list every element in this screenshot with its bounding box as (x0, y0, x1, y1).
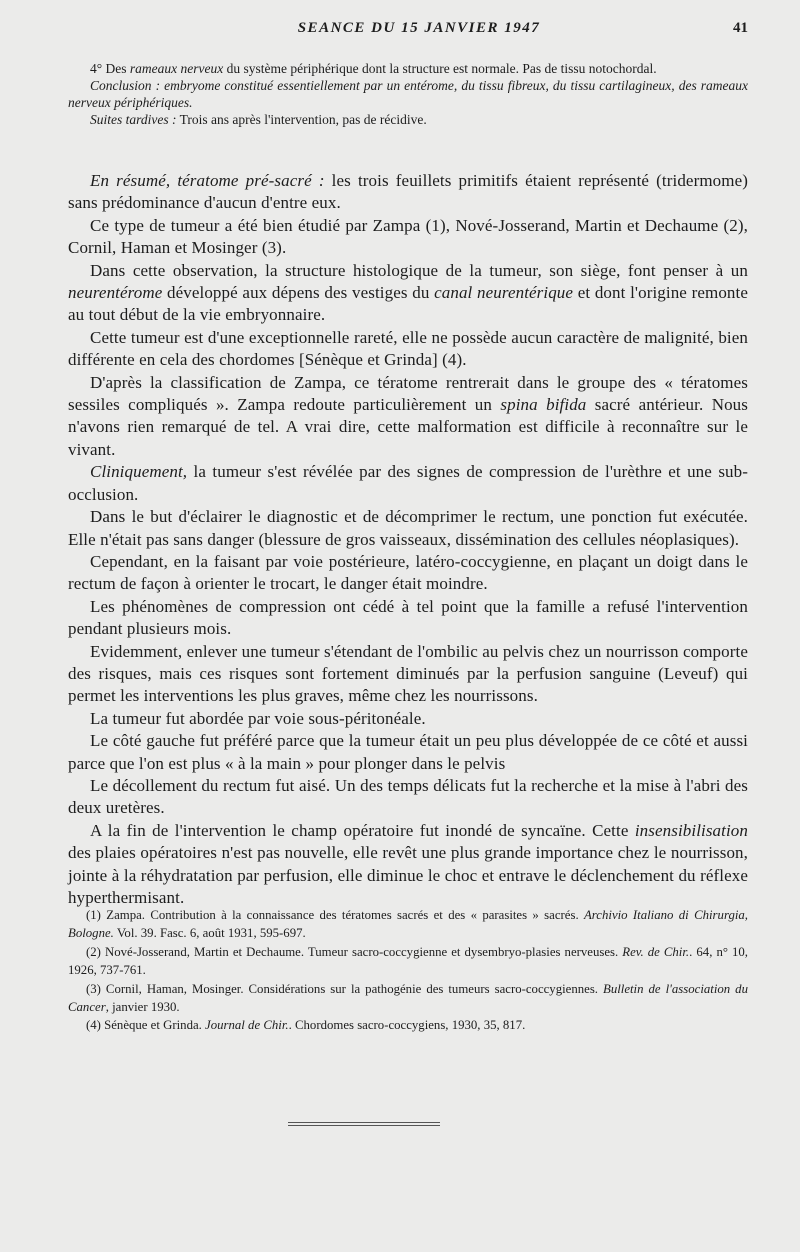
paragraph: La tumeur fut abordée par voie sous-péritonéale. (90, 708, 426, 728)
paragraph: Evidemment, enlever une tumeur s'étendant de l'ombilic au pelvis chez un nourrisson comporte des risques, mais ces risques sont fortement diminués par la perfusion sanguine (Leveuf) qui permet les interventions les plus graves, même chez les nourrissons. (68, 641, 748, 706)
main-text (68, 170, 748, 909)
paragraph: Cette tumeur est d'une exceptionnelle rareté, elle ne possède aucun caractère de malignité, bien différente en cela des chordomes [Sénèque et Grinda] (4). (68, 327, 748, 370)
observation-tail (68, 60, 748, 128)
footnote-3: (3) Cornil, Haman, Mosinger. Considérations sur la pathogénie des tumeurs sacro-coccygiennes. Bulletin de l'association du Cancer, janvier 1930. (68, 981, 748, 1015)
page-number: 41 (733, 20, 748, 36)
paragraph: A la fin de l'intervention le champ opératoire fut inondé de syncaïne. Cette insensibilisation des plaies opératoires n'est pas nouvelle, elle revêt une plus grande importance chez le nourrisson, jointe à la réhydratation par perfusion, elle diminue le choc et entrave le déclenchement du réflexe hyperthermisant. (68, 820, 748, 907)
footnote-4: (4) Sénèque et Grinda. Journal de Chir.. Chordomes sacro-coccygiens, 1930, 35, 817. (86, 1018, 526, 1033)
paragraph: Le côté gauche fut préféré parce que la tumeur était un peu plus développée de ce côté et aussi parce que l'on est plus « à la main » pour plonger dans le pelvis (68, 731, 748, 773)
page-header (60, 20, 748, 44)
conclusion: Conclusion : embryome constitué essentiellement par un entérome, du tissu fibreux, du tissu cartilagineux, des rameaux nerveux périphériques. (68, 78, 749, 110)
end-rule (288, 1125, 440, 1126)
running-title: SEANCE DU 15 JANVIER 1947 (297, 20, 541, 36)
paragraph: Dans le but d'éclairer le diagnostic et de décomprimer le rectum, une ponction fut exécutée. Elle n'était pas sans danger (blessure de gros vaisseaux, dissémination des cellules néoplasiques). (68, 507, 748, 549)
paragraph: Cependant, en la faisant par voie postérieure, latéro-coccygienne, en plaçant un doigt dans le rectum de façon à orienter le trocart, le danger était moindre. (68, 551, 748, 594)
footnote-2: (2) Nové-Josserand, Martin et Dechaume. Tumeur sacro-coccygienne et dysembryo-plasies nerveuses. Rev. de Chir.. 64, n° 10, 1926, 737-761. (68, 944, 749, 978)
paragraph: Dans cette observation, la structure histologique de la tumeur, son siège, font penser à un neurentérome développé aux dépens des vestiges du canal neurentérique et dont l'origine remonte au tout début de la vie embryonnaire. (68, 260, 748, 325)
footnote-1: (1) Zampa. Contribution à la connaissance des tératomes sacrés et des « parasites » sacrés. Archivio Italiano di Chirurgia, Bologne. Vol. 39. Fasc. 6, août 1931, 595-697. (68, 908, 748, 941)
end-rule (288, 1122, 440, 1123)
suites-tardives: Suites tardives : Trois ans après l'intervention, pas de récidive. (90, 112, 427, 127)
item-4: 4° Des rameaux nerveux du système périphérique dont la structure est normale. Pas de tissu notochordal. (90, 61, 657, 76)
footnotes (68, 906, 748, 1035)
paragraph: Ce type de tumeur a été bien étudié par Zampa (1), Nové-Josserand, Martin et Dechaume (2), Cornil, Haman et Mosinger (3). (68, 215, 748, 258)
paragraph: Les phénomènes de compression ont cédé à tel point que la famille a refusé l'intervention pendant plusieurs mois. (68, 596, 748, 639)
paragraph: Cliniquement, la tumeur s'est révélée par des signes de compression de l'urèthre et une sub-occlusion. (68, 462, 748, 504)
paragraph: D'après la classification de Zampa, ce tératome rentrerait dans le groupe des « tératomes sessiles compliqués ». Zampa redoute particulièrement un spina bifida sacré antérieur. Nous n'avons rien remarqué de tel. A vrai dire, cette malformation est difficile à reconnaître sur le vivant. (68, 372, 748, 459)
paragraph-summary: En résumé, tératome pré-sacré : les trois feuillets primitifs étaient représenté (tridermome) sans prédominance d'aucun d'entre eux. (68, 171, 748, 213)
paragraph: Le décollement du rectum fut aisé. Un des temps délicats fut la recherche et la mise à l'abri des deux uretères. (68, 775, 748, 818)
